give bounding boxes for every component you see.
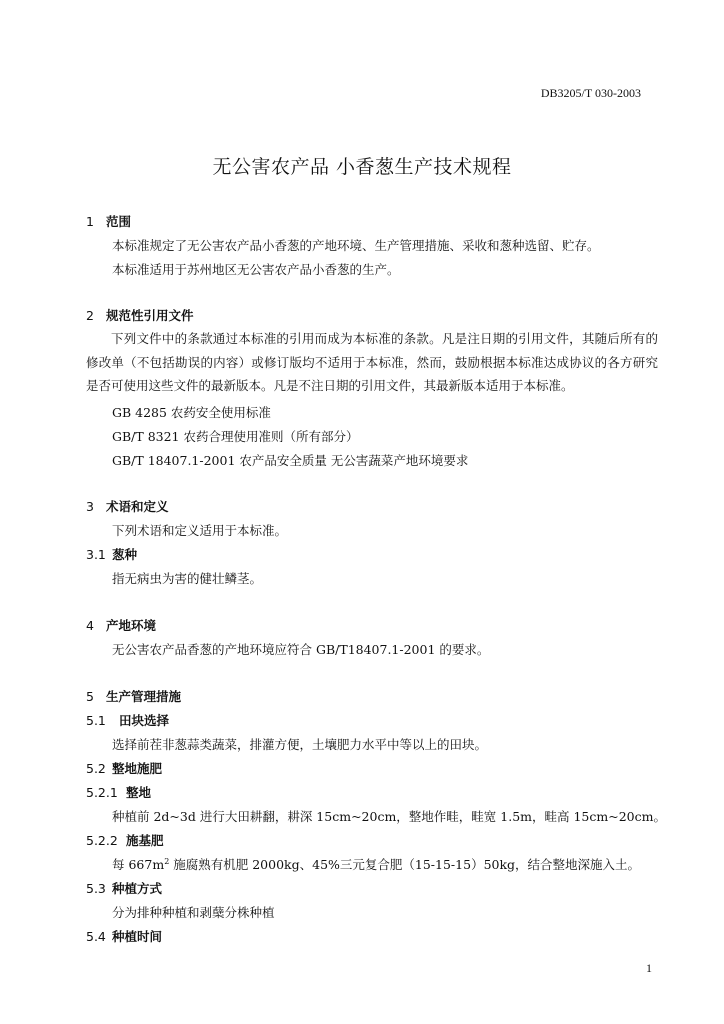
page-title: 无公害农产品 小香葱生产技术规程	[212, 156, 512, 178]
subsection-5-4-heading	[86, 927, 162, 945]
section-title: 施基肥	[126, 833, 164, 848]
section-3-heading	[86, 497, 169, 515]
section-number: 5.3	[86, 881, 106, 896]
reference-item: GB/T 8321 农药合理使用准则（所有部分）	[112, 429, 359, 444]
subsection-5-1-heading	[86, 711, 169, 729]
section-title: 田块选择	[119, 713, 170, 728]
section-title: 术语和定义	[106, 499, 169, 514]
paragraph: 本标准适用于苏州地区无公害农产品小香葱的生产。	[112, 262, 400, 277]
subsection-5-3-heading	[86, 879, 162, 897]
section-number: 5.4	[86, 929, 106, 944]
paragraph: 本标准规定了无公害农产品小香葱的产地环境、生产管理措施、采收和葱种选留、贮存。	[112, 238, 600, 253]
section-title: 种植方式	[112, 881, 163, 896]
paragraph: 分为排种种植和剥蘖分株种植	[112, 905, 275, 920]
section-number: 5	[86, 689, 94, 704]
paragraph: 选择前茬非葱蒜类蔬菜，排灌方便，土壤肥力水平中等以上的田块。	[112, 737, 488, 752]
paragraph: 无公害农产品香葱的产地环境应符合 GB/T18407.1-2001 的要求。	[112, 642, 490, 657]
paragraph: 种植前 2d~3d 进行大田耕翻，耕深 15cm~20cm，整地作畦，畦宽 1.5m，畦高 15cm~20cm。	[112, 809, 666, 824]
section-1-heading	[86, 212, 131, 230]
section-number: 3	[86, 499, 94, 514]
section-number: 5.2	[86, 761, 106, 776]
subsection-5-2-2-heading	[86, 831, 164, 849]
section-number: 5.2.2	[86, 833, 118, 848]
section-title: 产地环境	[106, 618, 157, 633]
section-number: 1	[86, 214, 94, 229]
subsection-3-1-heading	[86, 545, 137, 563]
paragraph: 下列术语和定义适用于本标准。	[112, 523, 288, 538]
section-number: 5.2.1	[86, 785, 118, 800]
section-4-heading	[86, 616, 156, 634]
document-code: DB3205/T 030-2003	[540, 86, 641, 100]
paragraph: 下列文件中的条款通过本标准的引用而成为本标准的条款。凡是注日期的引用文件，其随后所有的修改单（不包括勘误的内容）或修订版均不适用于本标准，然而，鼓励根据本标准达成协议的各方研究是否可使用这些文件的最新版本。凡是不注日期的引用文件，其最新版本适用于本标准。	[86, 331, 658, 393]
section-title: 整地	[126, 785, 152, 800]
text-segment: 每 667m	[112, 857, 165, 872]
section-title: 种植时间	[112, 929, 163, 944]
section-2-heading	[86, 306, 194, 324]
section-number: 2	[86, 308, 94, 323]
section-title: 整地施肥	[112, 761, 163, 776]
subsection-5-2-heading	[86, 759, 162, 777]
paragraph	[112, 855, 640, 873]
section-title: 范围	[106, 214, 132, 229]
section-number: 4	[86, 618, 94, 633]
section-number: 5.1	[86, 713, 106, 728]
subsection-5-2-1-heading	[86, 783, 151, 801]
page-number: 1	[646, 961, 652, 975]
section-title: 规范性引用文件	[106, 308, 194, 323]
text-segment: 施腐熟有机肥 2000kg、45%三元复合肥（15-15-15）50kg，结合整地深施入土。	[169, 857, 641, 872]
section-title: 葱种	[112, 547, 138, 562]
reference-item: GB 4285 农药安全使用标准	[112, 405, 271, 420]
section-5-heading	[86, 687, 181, 705]
section-title: 生产管理措施	[106, 689, 182, 704]
reference-item: GB/T 18407.1-2001 农产品安全质量 无公害蔬菜产地环境要求	[112, 453, 469, 468]
paragraph: 指无病虫为害的健壮鳞茎。	[112, 571, 263, 586]
superscript: 2	[164, 856, 170, 866]
section-number: 3.1	[86, 547, 106, 562]
